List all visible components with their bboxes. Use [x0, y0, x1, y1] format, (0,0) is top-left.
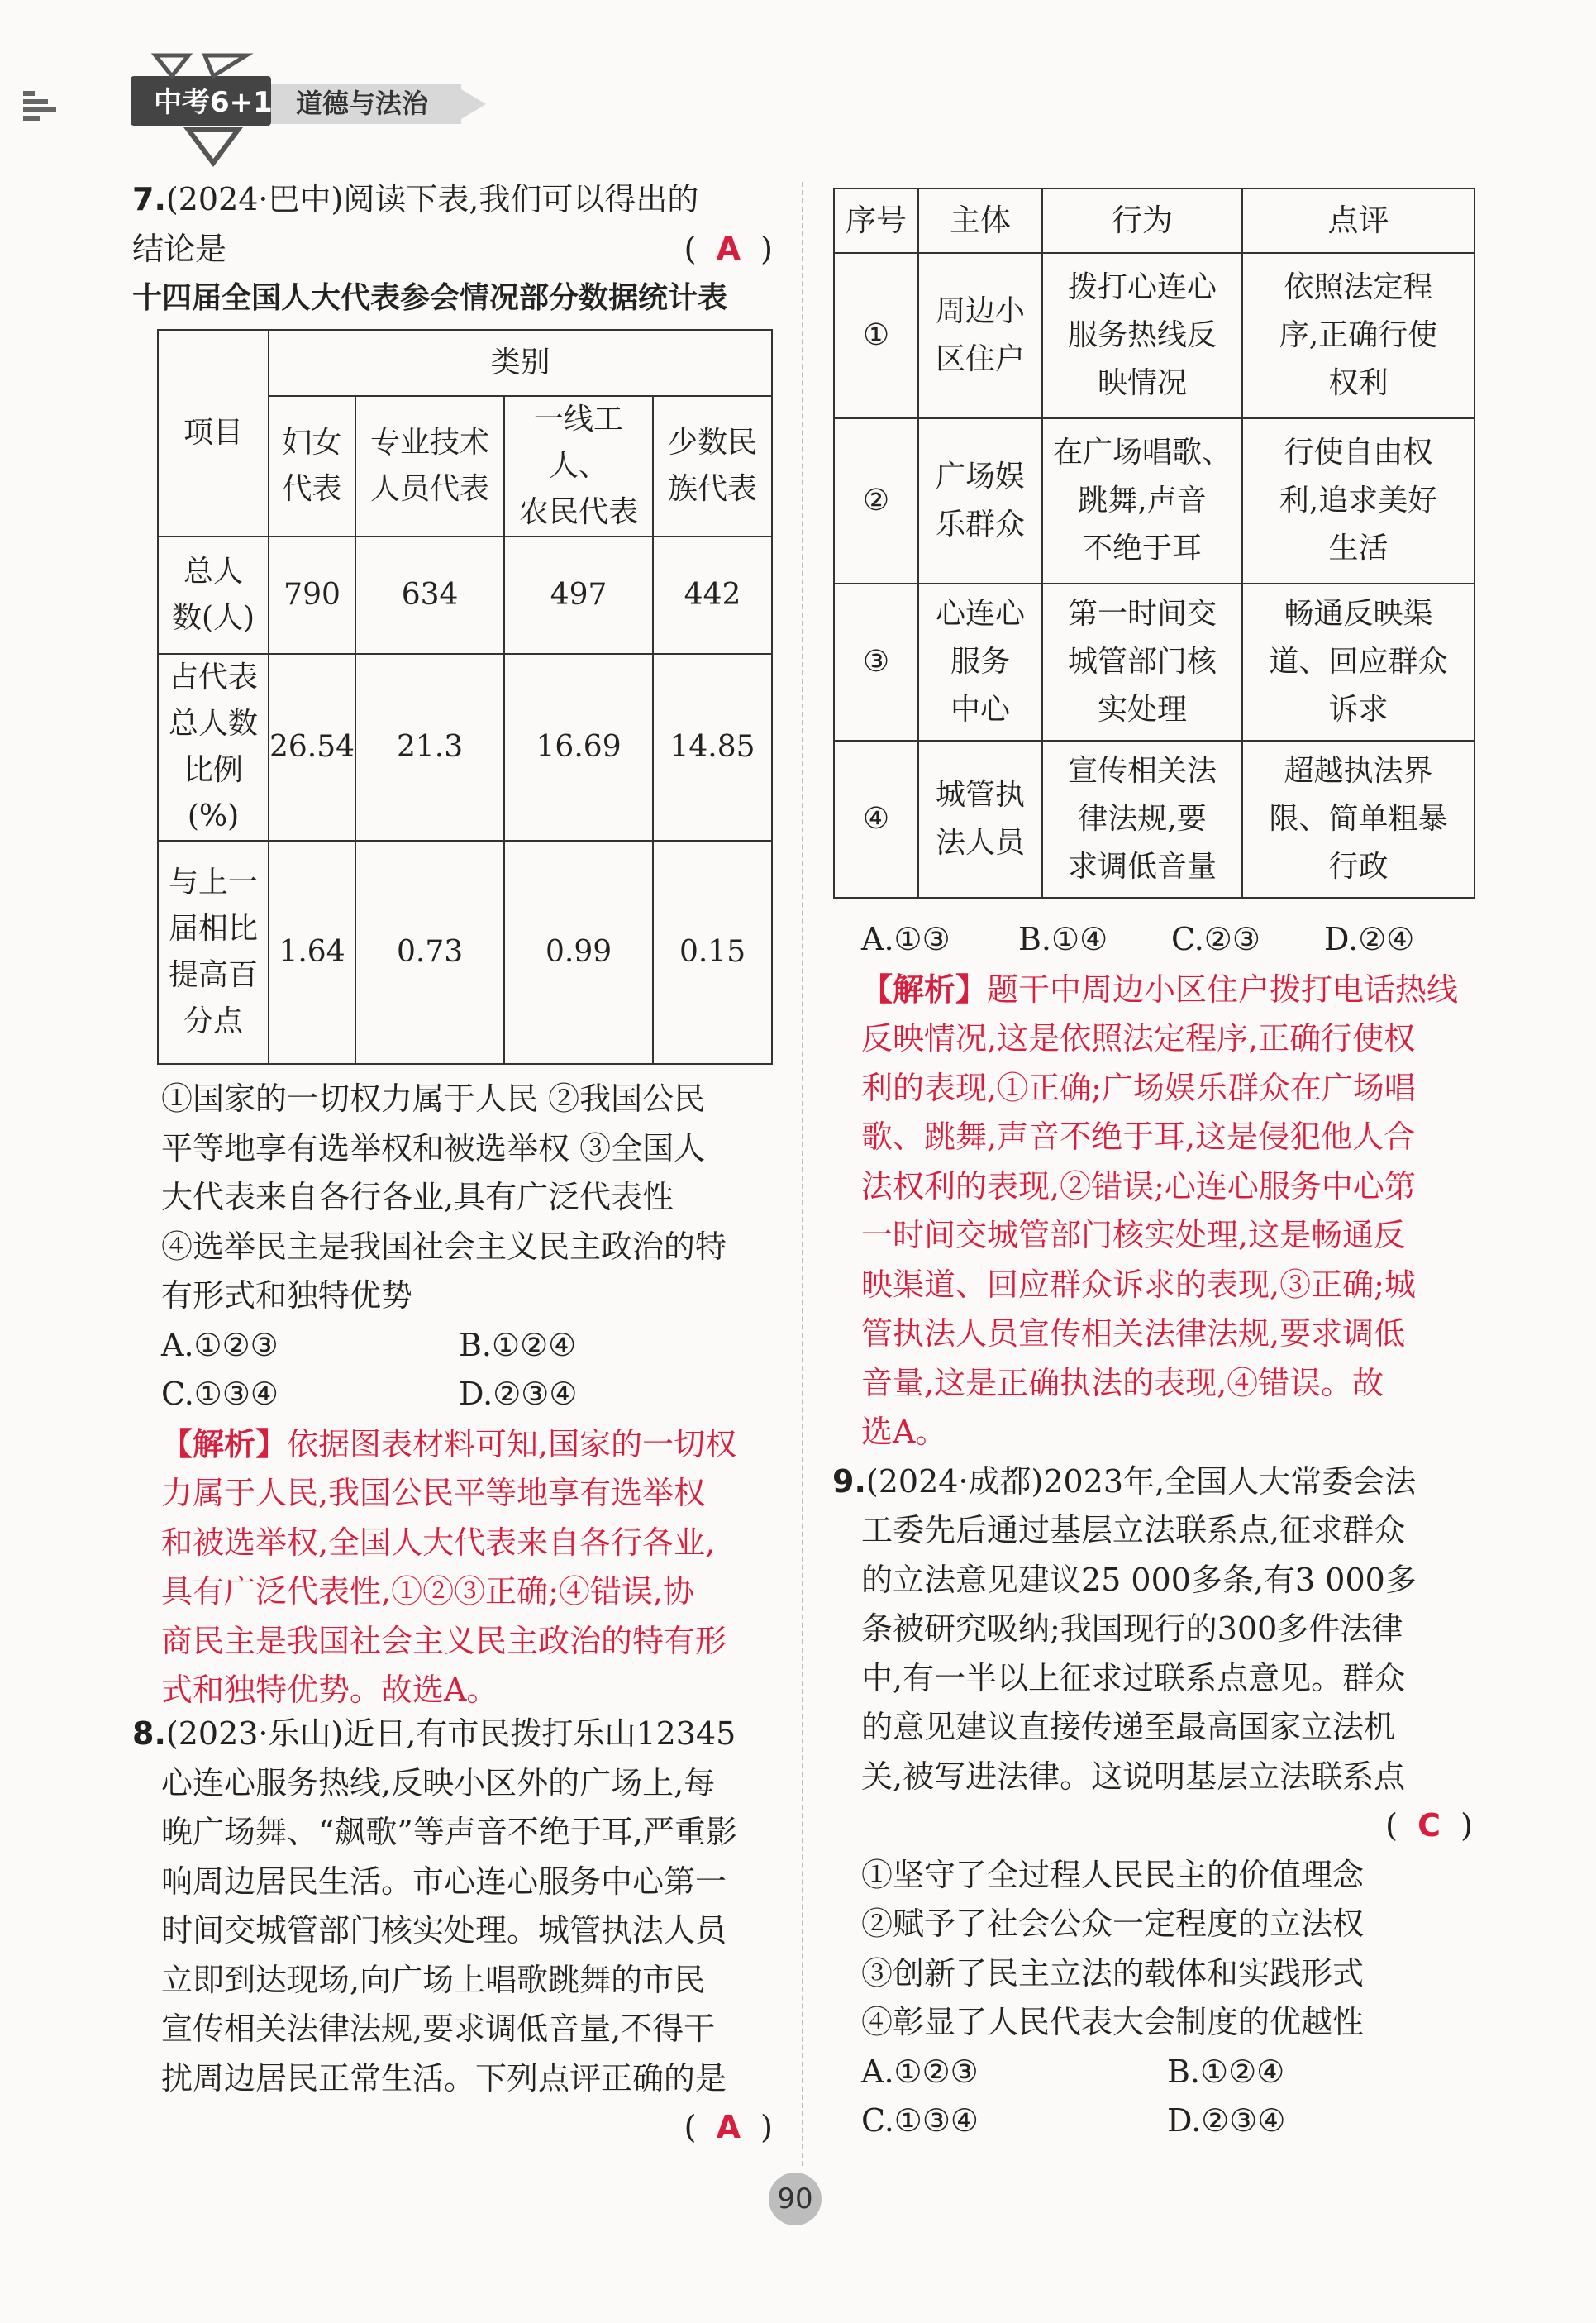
- table-row: [158, 654, 772, 841]
- analysis-tag: 【解析】: [861, 970, 988, 1008]
- q7-statement: 有形式和独特优势: [161, 1277, 413, 1314]
- q9-stem-line: 关,被写进法律。这说明基层立法联系点: [861, 1758, 1406, 1795]
- option-d: D.②④: [1324, 921, 1415, 957]
- q8-options-row: [861, 915, 1473, 965]
- cell-no: ②: [834, 418, 918, 584]
- cell: 0.99: [504, 841, 653, 1064]
- q7-stem-text: (2024·巴中)阅读下表,我们可以得出的: [165, 181, 699, 217]
- cell-subject: 周边小 区住户: [918, 253, 1042, 418]
- cell: 26.54: [269, 654, 355, 841]
- q7-category-header: 类别: [269, 330, 772, 396]
- cell: 16.69: [504, 654, 653, 841]
- column-divider: [802, 182, 803, 2166]
- cell-subject: 心连心 服务 中心: [918, 584, 1042, 741]
- q9-answer-bracket: ( C ): [1385, 1807, 1473, 1844]
- table-row: [158, 841, 772, 1064]
- q7-project-header: 项目: [158, 330, 269, 537]
- q7-col-header: 少数民 族代表: [653, 396, 772, 537]
- cell-action: 在广场唱歌、 跳舞,声音 不绝于耳: [1042, 418, 1242, 584]
- option-a: A.①②③: [161, 1326, 279, 1363]
- q8-header-comment: 点评: [1242, 188, 1475, 253]
- q9-number: 9.: [832, 1462, 866, 1500]
- q7-stem-line2: [132, 225, 773, 274]
- analysis-tag: 【解析】: [161, 1424, 288, 1462]
- cell: 0.73: [355, 841, 504, 1064]
- q8-answer: A: [716, 2109, 741, 2145]
- option-b: B.①②④: [1167, 2053, 1285, 2090]
- cell: 497: [504, 537, 653, 654]
- row-label: 总人 数(人): [158, 537, 269, 654]
- cell: 21.3: [355, 654, 504, 841]
- q9-options-row: [861, 2048, 1473, 2097]
- cell-action: 第一时间交 城管部门核 实处理: [1042, 584, 1242, 741]
- q7-col-header: 专业技术 人员代表: [355, 396, 504, 537]
- q9-answer: C: [1417, 1807, 1441, 1844]
- q7-stem-text2: 结论是: [132, 230, 227, 267]
- option-a: A.①②③: [861, 2053, 979, 2090]
- q7-stem-line1: [132, 175, 773, 225]
- table-row: [158, 537, 772, 654]
- cell-subject: 广场娱 乐群众: [918, 418, 1042, 584]
- cell-comment: 行使自由权 利,追求美好 生活: [1242, 418, 1475, 584]
- q7-answer: A: [716, 230, 741, 267]
- left-column: [132, 175, 773, 323]
- q8-analysis: 【解析】题干中周边小区住户拨打电话热线 反映情况,这是依照法定程序,正确行使权 利的表现,①正确;广场娱乐群众在广场唱 歌、跳舞,声音不绝于耳,这是侵犯他人合 法权利的表现,②错误;心连心服务中心第 一时间交城管部门核实处理,这是畅通反 映渠道、回应群众诉求的表现,③正确;城 管执法人员宣传相关法律法规,要求调低 音量,这是正确执法的表现,④错误。故 选A。: [861, 970, 1459, 1450]
- q9-statement: ②赋予了社会公众一定程度的立法权: [861, 1906, 1365, 1942]
- option-b: B.①②④: [459, 1326, 577, 1363]
- cell-no: ③: [834, 584, 918, 741]
- q7-data-table: [157, 329, 773, 1065]
- q8-header-subject: 主体: [918, 188, 1042, 253]
- q8-header-action: 行为: [1042, 188, 1242, 253]
- cell-comment: 依照法定程 序,正确行使 权利: [1242, 253, 1475, 418]
- cell: 1.64: [269, 841, 355, 1064]
- cell-action: 宣传相关法 律法规,要 求调低音量: [1042, 741, 1242, 898]
- option-d: D.②③④: [1167, 2102, 1286, 2139]
- q7-options-row: [161, 1370, 773, 1419]
- q7-col-header: 妇女 代表: [269, 396, 355, 537]
- q8-table: [833, 188, 1475, 899]
- q7-statement: 平等地享有选举权和被选举权 ③全国人: [161, 1129, 706, 1166]
- q7-col-header: 一线工人、 农民代表: [504, 396, 653, 537]
- row-label: 与上一 届相比 提高百 分点: [158, 841, 269, 1064]
- q7-number: 7.: [132, 181, 166, 217]
- option-a: A.①③: [861, 921, 950, 957]
- q7-body: [161, 1075, 773, 1715]
- option-c: C.②③: [1171, 921, 1260, 957]
- q9-stem: 9.(2024·成都)2023年,全国人大常委会法: [832, 1462, 1417, 1500]
- brand-label: 中考6+1: [154, 86, 273, 119]
- q9-stem-line: 的立法意见建议25 000多条,有3 000多: [861, 1561, 1417, 1598]
- q7-table-title: 十四届全国人大代表参会情况部分数据统计表: [132, 281, 728, 315]
- cell-no: ①: [834, 253, 918, 418]
- right-column: [832, 915, 1473, 2146]
- q7-statement: 大代表来自各行各业,具有广泛代表性: [161, 1179, 674, 1215]
- q9-statement: ①坚守了全过程人民民主的价值理念: [861, 1856, 1365, 1893]
- cell: 442: [653, 537, 772, 654]
- option-c: C.①③④: [161, 1376, 279, 1412]
- cell-action: 拨打心连心 服务热线反 映情况: [1042, 253, 1242, 418]
- q7-options-row: [161, 1321, 773, 1371]
- cell: 14.85: [653, 654, 772, 841]
- q7-answer-bracket: ( A ): [684, 230, 773, 267]
- subject-label: 道德与法治: [296, 88, 429, 119]
- cell-comment: 畅通反映渠 道、回应群众 诉求: [1242, 584, 1475, 741]
- header-banner: [23, 51, 469, 134]
- cell-subject: 城管执 法人员: [918, 741, 1042, 898]
- page-number: 90: [777, 2182, 813, 2216]
- table-row: [834, 741, 1475, 898]
- table-row: [834, 253, 1475, 418]
- option-d: D.②③④: [459, 1376, 578, 1412]
- cell-no: ④: [834, 741, 918, 898]
- option-c: C.①③④: [861, 2102, 979, 2139]
- q9-stem-line: 工委先后通过基层立法联系点,征求群众: [861, 1512, 1406, 1548]
- q7-statement: ①国家的一切权力属于人民 ②我国公民: [161, 1080, 706, 1117]
- q9-stem-line: 的意见建议直接传递至最高国家立法机: [861, 1709, 1396, 1745]
- q9-options-row: [861, 2096, 1473, 2146]
- q8-answer-bracket: ( A ): [684, 2109, 773, 2145]
- table-row: [834, 418, 1475, 584]
- table-row: [834, 584, 1475, 741]
- row-label: 占代表 总人数 比例(%): [158, 654, 269, 841]
- q8-stem: 8.(2023·乐山)近日,有市民拨打乐山12345 心连心服务热线,反映小区外的广场上,每 晚广场舞、“飙歌”等声音不绝于耳,严重影 响周边居民生活。市心连心服务中心第一 时间交城管部门核实处理。城管执法人员 立即到达现场,向广场上唱歌跳舞的市民 宣传相关法律法规,要求调低音量,不得干 扰周边居民正常生活。下列点评正确的是 ( A ): [132, 1710, 773, 2153]
- cell: 0.15: [653, 841, 772, 1064]
- q8-header-no: 序号: [834, 188, 918, 253]
- q8-number: 8.: [132, 1715, 166, 1752]
- cell-comment: 超越执法界 限、简单粗暴 行政: [1242, 741, 1475, 898]
- cell: 634: [355, 537, 504, 654]
- q9-statement: ④彰显了人民代表大会制度的优越性: [861, 2004, 1365, 2040]
- cell: 790: [269, 537, 355, 654]
- option-b: B.①④: [1018, 921, 1108, 957]
- q7-analysis: 【解析】依据图表材料可知,国家的一切权 力属于人民,我国公民平等地享有选举权 和被选举权,全国人大代表来自各行各业, 具有广泛代表性,①②③正确;④错误,协 商民主是我国社会主义民主政治的特有形 式和独特优势。故选A。: [161, 1424, 737, 1708]
- q9-stem-line: 条被研究吸纳;我国现行的300多件法律: [861, 1610, 1403, 1647]
- q7-statement: ④选举民主是我国社会主义民主政治的特: [161, 1228, 727, 1265]
- q9-statement: ③创新了民主立法的载体和实践形式: [861, 1954, 1365, 1991]
- q9-stem-line: 中,有一半以上征求过联系点意见。群众: [861, 1659, 1406, 1696]
